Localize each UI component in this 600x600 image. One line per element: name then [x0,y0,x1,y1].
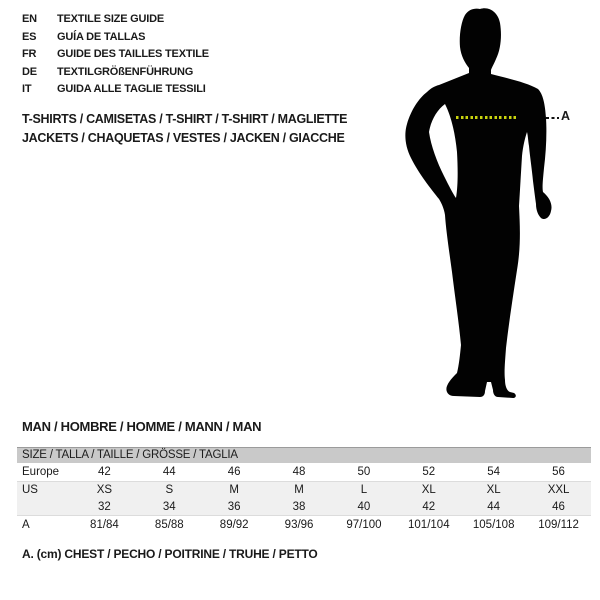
table-cell: S [165,484,174,497]
table-cell: 54 [487,466,501,478]
language-row-fr [22,46,209,64]
language-code: EN [22,13,37,25]
man-silhouette-icon [395,0,600,410]
section-title-man: MAN / HOMBRE / HOMME / MANN / MAN [22,419,262,434]
language-label: GUÍA DE TALLAS [57,30,146,43]
table-row-us-numbers [17,499,591,517]
table-row-europe [17,463,591,482]
language-list [22,11,209,99]
size-table-header: SIZE / TALLA / TAILLE / GRÖSSE / TAGLIA [17,447,591,463]
table-cell: 101/104 [408,519,450,531]
table-cell: 46 [552,500,565,513]
table-cell: M [294,484,304,497]
table-cell: XS [96,484,113,497]
table-cell: XL [421,484,436,497]
table-cell: 85/88 [154,519,184,531]
table-cell: 109/112 [538,519,579,531]
chest-measurement-footnote: A. (cm) CHEST / PECHO / POITRINE / TRUHE / PETTO [22,547,318,561]
table-cell: M [229,484,239,497]
language-label: GUIDA ALLE TAGLIE TESSILI [57,83,206,95]
table-cell: XL [486,484,501,497]
table-row-chest-cm [17,516,591,534]
table-cell: 36 [227,500,241,513]
table-row-us-letters [17,482,591,499]
chest-measure-leader-line [546,117,559,119]
language-code: IT [22,83,32,95]
table-cell: 40 [357,500,371,513]
row-label: A [22,519,30,531]
table-cell: 42 [422,500,436,513]
language-row-en [22,11,209,29]
language-row-it [22,81,209,99]
table-cell: 42 [98,466,111,478]
table-cell: 44 [487,500,501,513]
size-table [17,447,591,534]
garment-categories [22,110,347,148]
table-cell: 93/96 [284,519,314,531]
table-cell: 32 [98,500,111,513]
table-cell: 44 [162,466,176,478]
language-row-de [22,64,209,82]
table-cell: 81/84 [90,519,119,531]
category-line-tshirts: T-SHIRTS / CAMISETAS / T-SHIRT / T-SHIRT / MAGLIETTE [22,112,348,126]
language-code: ES [22,30,37,43]
table-cell: 48 [292,466,306,478]
man-silhouette-figure [395,0,600,410]
chest-measure-dash-line [456,116,518,119]
language-code: DE [22,65,37,78]
table-cell: 56 [552,466,565,478]
table-cell: 50 [357,466,371,478]
table-cell: 46 [227,466,241,478]
measurement-marker-a: A [561,109,571,123]
category-line-jackets: JACKETS / CHAQUETAS / VESTES / JACKEN / GIACCHE [22,131,345,145]
language-code: FR [22,48,37,60]
table-cell: 105/108 [472,519,515,531]
table-cell: 52 [422,466,436,478]
row-label: US [22,484,38,497]
table-cell: 34 [162,500,176,513]
table-cell: XXL [547,484,570,497]
language-label: TEXTILE SIZE GUIDE [57,13,165,25]
table-cell: L [360,484,368,497]
language-label: GUIDE DES TAILLES TEXTILE [57,48,209,60]
language-row-es [22,29,209,47]
table-cell: 97/100 [346,519,382,531]
table-cell: 38 [292,500,306,513]
row-label: Europe [22,466,60,478]
table-cell: 89/92 [219,519,249,531]
language-label: TEXTILGRÖßENFÜHRUNG [57,65,194,78]
